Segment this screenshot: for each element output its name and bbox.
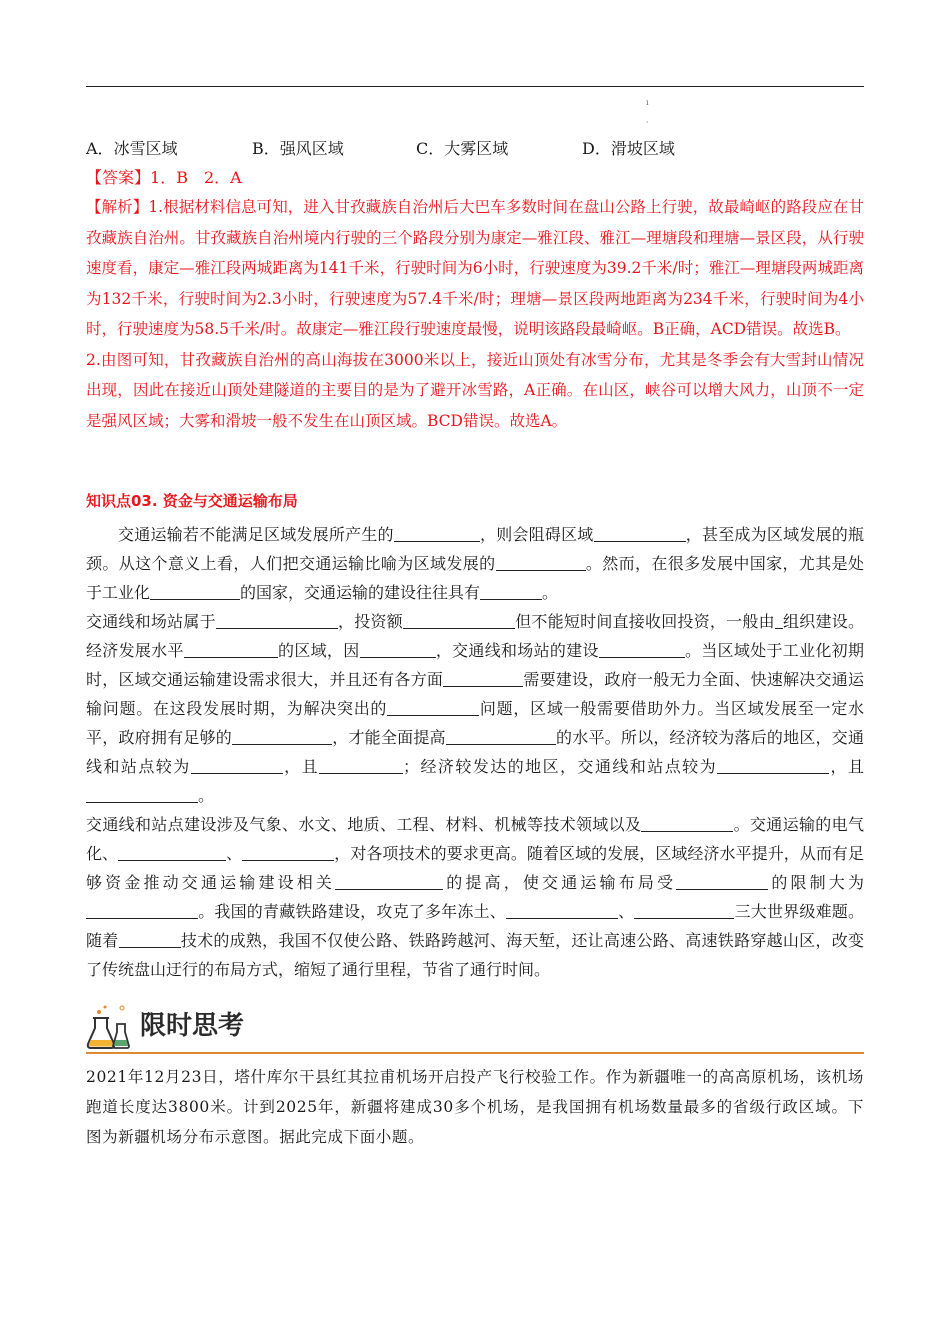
blank[interactable] [634, 902, 734, 919]
option-b: B．强风区域 [252, 139, 344, 158]
blank[interactable] [403, 612, 515, 629]
blank[interactable] [641, 815, 733, 832]
analysis-p2: 2.由图可知，甘孜藏族自治州的高山海拔在3000米以上，接近山顶处有冰雪分布，尤其是冬季会有大雪封山情况出现，因此在接近山顶处建隧道的主要目的是为了避开冰雪路，A正确。在山区，峡谷可以增大风力，山顶不一定是强风区域；大雾和滑坡一般不发生在山顶区域。BCD错误。故选A。 [86, 350, 864, 430]
header-rule [86, 86, 864, 87]
option-d: D．滑坡区域 [582, 139, 675, 158]
paragraph-2: 交通线和场站属于 ，投资额 但不能短时间直接收回投资，一般由 组织建设。经济发展水平 的区域，因 ，交通线和场站的建设 。当区域处于工业化初期时，区域交通运输建设需求很大，并且还有各方面 需要建设，政府一般无力全面、快速解决交通运输问题。在这段发展时期，为解决突出的 问题，区域一般需要借助外力。当区域发展至一定水平，政府拥有足够的 ，才能全面提高 的水平。所以，经济较为落后的地区，交通线和站点较为 ，且 ；经济较发达的地区，交通线和站点较为 ，且。 [86, 612, 864, 805]
think-section-title: 限时思考 [140, 1011, 245, 1041]
blank[interactable] [717, 757, 829, 774]
blank[interactable] [150, 583, 240, 600]
blank[interactable] [216, 612, 338, 629]
blank[interactable] [86, 786, 198, 803]
knowledge-point-title: 知识点03. 资金与交通运输布局 [86, 492, 298, 510]
paragraph-3: 交通线和站点建设涉及气象、水文、地质、工程、材料、机械等技术领域以及 。交通运输的电气化、 、 ，对各项技术的要求更高。随着区域的发展，区域经济水平提升，从而有足够资金推动交通运输建设相关 的提高，使交通运输布局受 的限制大为。我国的青藏铁路建设，攻克了多年冻土、 、 三大世界级难题。随着 技术的成熟，我国不仅使公路、铁路跨越河、海天堑，还让高速公路、高速铁路穿越山区，改变了传统盘山迂行的布局方式，缩短了通行里程，节省了通行时间。 [86, 815, 864, 979]
blank[interactable] [443, 670, 523, 687]
think-text: 2021年12月23日，塔什库尔干县红其拉甫机场开启投产飞行校验工作。作为新疆唯一的高高原机场，该机场跑道长度达3800米。计到2025年，新疆将建成30多个机场，是我国拥有机场数量最多的省级行政区域。下图为新疆机场分布示意图。据此完成下面小题。 [86, 1068, 864, 1146]
blank[interactable] [594, 525, 686, 542]
analysis-tag: 【解析】 [86, 198, 149, 216]
tick-mark: · [646, 118, 649, 127]
blank[interactable] [118, 844, 226, 861]
blank[interactable] [496, 554, 586, 571]
blank[interactable] [191, 757, 283, 774]
blank[interactable] [335, 873, 443, 890]
analysis-p1: 1.根据材料信息可知，进入甘孜藏族自治州后大巴车多数时间在盘山公路上行驶，故最崎岖的路段应在甘孜藏族自治州。甘孜藏族自治州境内行驶的三个路段分别为康定—雅江段、雅江—理塘段和理塘—景区段，从行驶速度看，康定—雅江段两城距离为141千米，行驶时间为6小时，行驶速度为39.2千米/时；雅江—理塘段两城距离为132千米，行驶时间为2.3小时，行驶速度为57.4千米/时；理塘—景区段两地距离为234千米，行驶时间为4小时，行驶速度为58.5千米/时。故康定—雅江段行驶速度最慢，说明该路段最崎岖。B正确，ACD错误。故选B。 [86, 198, 864, 338]
analysis-block [86, 192, 864, 436]
blank[interactable] [394, 525, 480, 542]
blank[interactable] [387, 699, 479, 716]
option-a: A．冰雪区域 [86, 139, 178, 158]
fill-in-passage [86, 520, 864, 984]
blank[interactable] [446, 728, 556, 745]
think-passage [86, 1062, 864, 1152]
blank[interactable] [775, 612, 783, 629]
blank[interactable] [319, 757, 403, 774]
blank[interactable] [242, 844, 334, 861]
blank[interactable] [599, 641, 685, 658]
paragraph-1: 交通运输若不能满足区域发展所产生的 ，则会阻碍区域 ，甚至成为区域发展的瓶颈。从这个意义上看，人们把交通运输比喻为区域发展的 。然而，在很多发展中国家，尤其是处于工业化 的国家，交通运输的建设往往具有 。 [86, 525, 864, 602]
think-section-header [86, 1000, 864, 1054]
blank[interactable] [184, 641, 278, 658]
blank[interactable] [119, 931, 181, 948]
flask-icon [86, 1002, 132, 1054]
answer-tag: 【答案】 [86, 168, 151, 187]
answer-options [86, 136, 864, 158]
blank[interactable] [232, 728, 332, 745]
answer-line [86, 165, 242, 188]
option-c: C．大雾区域 [416, 139, 509, 158]
blank[interactable] [506, 902, 618, 919]
answer-text: 1．B 2．A [150, 168, 242, 187]
section-divider [86, 1052, 864, 1054]
blank[interactable] [676, 873, 768, 890]
blank[interactable] [480, 583, 542, 600]
blank[interactable] [86, 902, 198, 919]
tick-mark: ı [646, 98, 649, 107]
blank[interactable] [360, 641, 436, 658]
